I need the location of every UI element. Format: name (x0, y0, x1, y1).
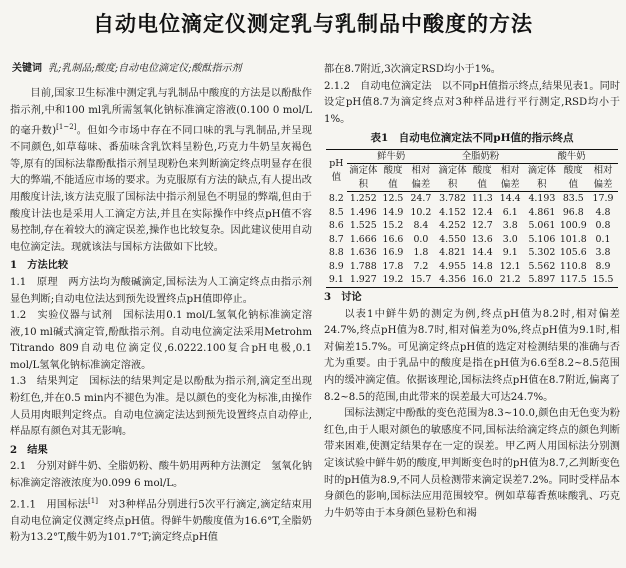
table-cell: 8.9 (328, 260, 344, 272)
table-row (326, 219, 618, 233)
table-cell: 7.2 (413, 260, 429, 272)
table-cell: 24.7 (410, 193, 432, 205)
discussion-paragraph-2: 国标法测定中酚酞的变色范围为8.3~10.0,颜色由无色变为粉红色,由于人眼对颜色的敏感度不同,国标法给滴定终点的颜色判断带来困难,使测定结果存在一定的误差。甲乙两人用国标法分别测定该试验中鲜牛奶的酸度,甲判断变色时的pH值为8.7,乙判断变色时的pH值为8.9,不同人员检测带来滴定误差7.2%。同时受样品本身颜色的影响,国标法应用范围较窄。例如草莓香蕉味酸乳、巧克力牛奶等由于本身颜色显粉色和褐 (324, 408, 620, 519)
table-cell: 3.782 (439, 193, 466, 205)
table-cell: 15.7 (406, 273, 436, 287)
table-cell: 5.897 (525, 273, 558, 287)
table-cell: 1.252 (349, 193, 377, 205)
table-cell: 12.4 (471, 206, 493, 218)
table-cell: 4.955 (439, 260, 466, 272)
table-cell: 1.636 (349, 247, 377, 259)
table-cell: 105.6 (559, 247, 587, 259)
table-cell: 96.8 (562, 206, 584, 218)
table-cell: 12.1 (499, 260, 521, 272)
sub-header: 相对偏差 (406, 164, 436, 192)
table-cell: 1.788 (349, 260, 377, 272)
table-cell: 0.1 (595, 233, 611, 245)
section-1-1 (10, 275, 312, 308)
table-cell: 14.8 (471, 260, 493, 272)
table-cell: 4.861 (528, 206, 556, 218)
table-cell: 8.4 (413, 220, 429, 232)
section-2-heading: 2 结果 (10, 443, 48, 456)
table-cell: 1.525 (349, 220, 377, 232)
section-2-1-1 (10, 493, 312, 547)
section-1-1-num: 1.1 原理 (10, 276, 58, 288)
section-2-1-2-text: 以不同pH值指示终点,结果见表1。同时设定pH值8.7为滴定终点对3种样品进行平行测定,RSD均小于1%。 (324, 80, 621, 125)
table-cell: 5.106 (528, 233, 556, 245)
table-row (326, 206, 618, 220)
keywords (12, 62, 312, 76)
table-cell: 110.8 (559, 260, 587, 272)
sub-header: 酸度值 (469, 164, 495, 192)
table-cell: 5.562 (528, 260, 556, 272)
keywords-label: 关键词 (12, 63, 42, 74)
row-header: pH值 (326, 149, 347, 192)
section-1-2-num: 1.2 实验仪器与试剂 (10, 310, 113, 322)
table-cell: 1.496 (349, 206, 377, 218)
table-title: 表1 自动电位滴定法不同pH值的指示终点 (370, 132, 574, 145)
table-cell: 3.0 (502, 233, 518, 245)
section-2-1-text: 分别对鲜牛奶、全脂奶粉、酸牛奶用两种方法测定 氢氧化钠标准滴定溶液浓度为0.099 6 mol/L。 (10, 461, 313, 490)
results-table (326, 149, 618, 288)
table-cell: 4.252 (439, 220, 466, 232)
table-cell: 8.8 (328, 247, 344, 259)
section-2-1 (10, 459, 312, 492)
section-2-1-1-num: 2.1.1 用国标法 (10, 499, 89, 511)
table-cell: 12.5 (382, 193, 404, 205)
section-2-1-2-num: 2.1.2 自动电位滴定法 (324, 80, 432, 92)
sub-header: 相对偏差 (495, 164, 525, 192)
discussion-paragraph-1: 以表1中鲜牛奶的测定为例,终点pH值为8.2时,相对偏差24.7%,终点pH值为8.7时,相对偏差为0%,终点pH值为9.1时,相对偏差15.7%。可见滴定终点pH值的选定对检测结果的准确与否尤为重要。由于乳品中的酸度是指在pH值为6.6至8.2~8.5范围内的缓冲滴定值。依据该理论,国标法终点pH值在8.7附近,偏离了8.2~8.5的范围,由此带来的误差最大可达24.7%。 (324, 308, 620, 403)
sub-header: 酸度值 (380, 164, 406, 192)
table-cell: 19.2 (380, 273, 406, 287)
table-cell: 6.1 (502, 206, 518, 218)
intro-ref: [1~2] (56, 123, 77, 132)
table-cell: 117.5 (559, 274, 587, 286)
page-title: 自动电位滴定仪测定乳与乳制品中酸度的方法 (93, 11, 533, 36)
section-1-3-num: 1.3 结果判定 (10, 376, 79, 388)
group-header: 鲜牛奶 (347, 149, 436, 164)
table-cell: 12.7 (471, 220, 493, 232)
intro-text-tail: 。但如今市场中存在不同口味的乳与乳制品,并呈现不同颜色,如草莓味、番茄味含乳饮料呈粉色,巧克力牛奶呈灰褐色等,原有的国标法靠酚酞指示剂呈现粉色来判断滴定终点明显存在很大的弊端,不能适应市场的要求。为克服原有方法的缺点,有人提出改用酸度计法,该方法克服了国标法中指示剂显色不明显的弊端,但由于酸度计法也是采用人工滴定方法,并且在实际操作中终点pH值不容易控制,存在着较大的滴定误差,操作也比较复杂。因此建议使用自动电位滴定法。现就该法与国标方法做如下比较。 (10, 125, 312, 253)
table-cell: 15.5 (588, 273, 618, 287)
table-cell: 8.5 (328, 206, 344, 218)
table-cell: 8.6 (328, 220, 344, 232)
table-cell: 83.5 (562, 193, 584, 205)
table-cell: 15.2 (382, 220, 404, 232)
table-row (326, 233, 618, 247)
section-2-1-1-text: 对3种样品分别进行5次平行滴定,滴定结束用自动电位滴定仪测定终点pH值。得鲜牛奶酸度值为16.6°T,全脂奶粉为13.2°T,酸牛奶为101.7°T;滴定终点pH值 (10, 499, 313, 544)
table-cell: 8.9 (595, 260, 611, 272)
table-cell: 21.2 (495, 273, 525, 287)
table-cell: 14.9 (382, 206, 404, 218)
table-cell: 4.356 (436, 273, 469, 287)
table-cell: 17.9 (592, 193, 614, 205)
intro-paragraph (10, 86, 312, 256)
table-cell: 16.0 (469, 273, 495, 287)
table-cell: 14.4 (499, 193, 521, 205)
table-cell: 11.3 (471, 193, 493, 205)
table-cell: 1.666 (349, 233, 377, 245)
table-cell: 9.1 (502, 247, 518, 259)
section-2-1-1-ref: [1] (88, 496, 98, 505)
section-1-1-text: 两方法均为酸碱滴定,国标法为人工滴定终点由指示剂显色判断;自动电位法达到预先设置终点pH值即停止。 (10, 276, 313, 305)
sub-header: 滴定体积 (436, 164, 469, 192)
sub-header: 酸度值 (559, 164, 588, 192)
table-cell: 4.550 (439, 233, 466, 245)
section-1-2-text: 国标法用0.1 mol/L氢氧化钠标准滴定溶液,10 ml碱式滴定管,酚酞指示剂。自动电位滴定法采用Metrohm Titrando 809自动电位滴定仪,6.0222.100复合pH电极,0.1 mol/L氢氧化钠标准滴定溶液。 (10, 310, 313, 371)
section-2-1-2 (324, 79, 620, 129)
table-cell: 5.061 (528, 220, 556, 232)
table-cell: 4.193 (528, 193, 556, 205)
sub-header: 滴定体积 (525, 164, 558, 192)
table-cell: 4.152 (439, 206, 466, 218)
table-cell: 14.4 (471, 247, 493, 259)
section-1-2 (10, 308, 312, 374)
table-cell: 17.8 (382, 260, 404, 272)
sub-header: 滴定体积 (347, 164, 380, 192)
table-cell: 0.0 (413, 233, 429, 245)
table-cell: 16.9 (382, 247, 404, 259)
section-3-heading: 3 讨论 (324, 290, 362, 303)
section-1-heading: 1 方法比较 (10, 259, 69, 272)
section-1-3-text: 国标法的结果判定是以酚酞为指示剂,滴定至出现粉红色,并在0.5 min内不褪色为准。是以颜色的变化为标准,由操作人员用肉眼判定终点。自动电位滴定法达到预先设置终点自动停止,样品原有颜色对其无影响。 (10, 376, 313, 438)
table-cell: 4.821 (439, 247, 466, 259)
group-header: 酸牛奶 (525, 149, 618, 164)
table-row (326, 246, 618, 260)
table-cell: 10.2 (410, 206, 432, 218)
table-cell: 5.302 (528, 247, 556, 259)
table-cell: 8.2 (328, 193, 344, 205)
keywords-text: 乳;乳制品;酸度;自动电位滴定仪;酸酞指示剂 (48, 63, 242, 74)
table-cell: 9.1 (326, 273, 347, 287)
table-cell: 0.8 (595, 220, 611, 232)
sub-header: 相对偏差 (588, 164, 618, 192)
table-cell: 101.8 (559, 233, 587, 245)
table-row (326, 192, 618, 206)
continued-text: 都在8.7附近,3次滴定RSD均小于1%。 (324, 64, 501, 75)
table-cell: 3.8 (595, 247, 611, 259)
section-1-3 (10, 374, 312, 440)
section-2-1-num: 2.1 (10, 461, 27, 473)
table-row (326, 260, 618, 274)
table-cell: 16.6 (382, 233, 404, 245)
table-cell: 8.7 (328, 233, 344, 245)
table-cell: 1.927 (347, 273, 380, 287)
table-cell: 1.8 (413, 247, 429, 259)
table-cell: 3.8 (502, 220, 518, 232)
right-column (324, 62, 620, 522)
table-cell: 4.8 (595, 206, 611, 218)
left-column (10, 86, 312, 547)
table-row (326, 273, 618, 287)
table-cell: 13.6 (471, 233, 493, 245)
group-header: 全脂奶粉 (436, 149, 525, 164)
table-cell: 100.9 (559, 220, 587, 232)
intro-text: 目前,国家卫生标准中测定乳与乳制品中酸度的方法是以酚酞作指示剂,中和100 ml乳所需氢氧化钠标准滴定溶液(0.100 0 mol/L的毫升数) (10, 88, 312, 137)
